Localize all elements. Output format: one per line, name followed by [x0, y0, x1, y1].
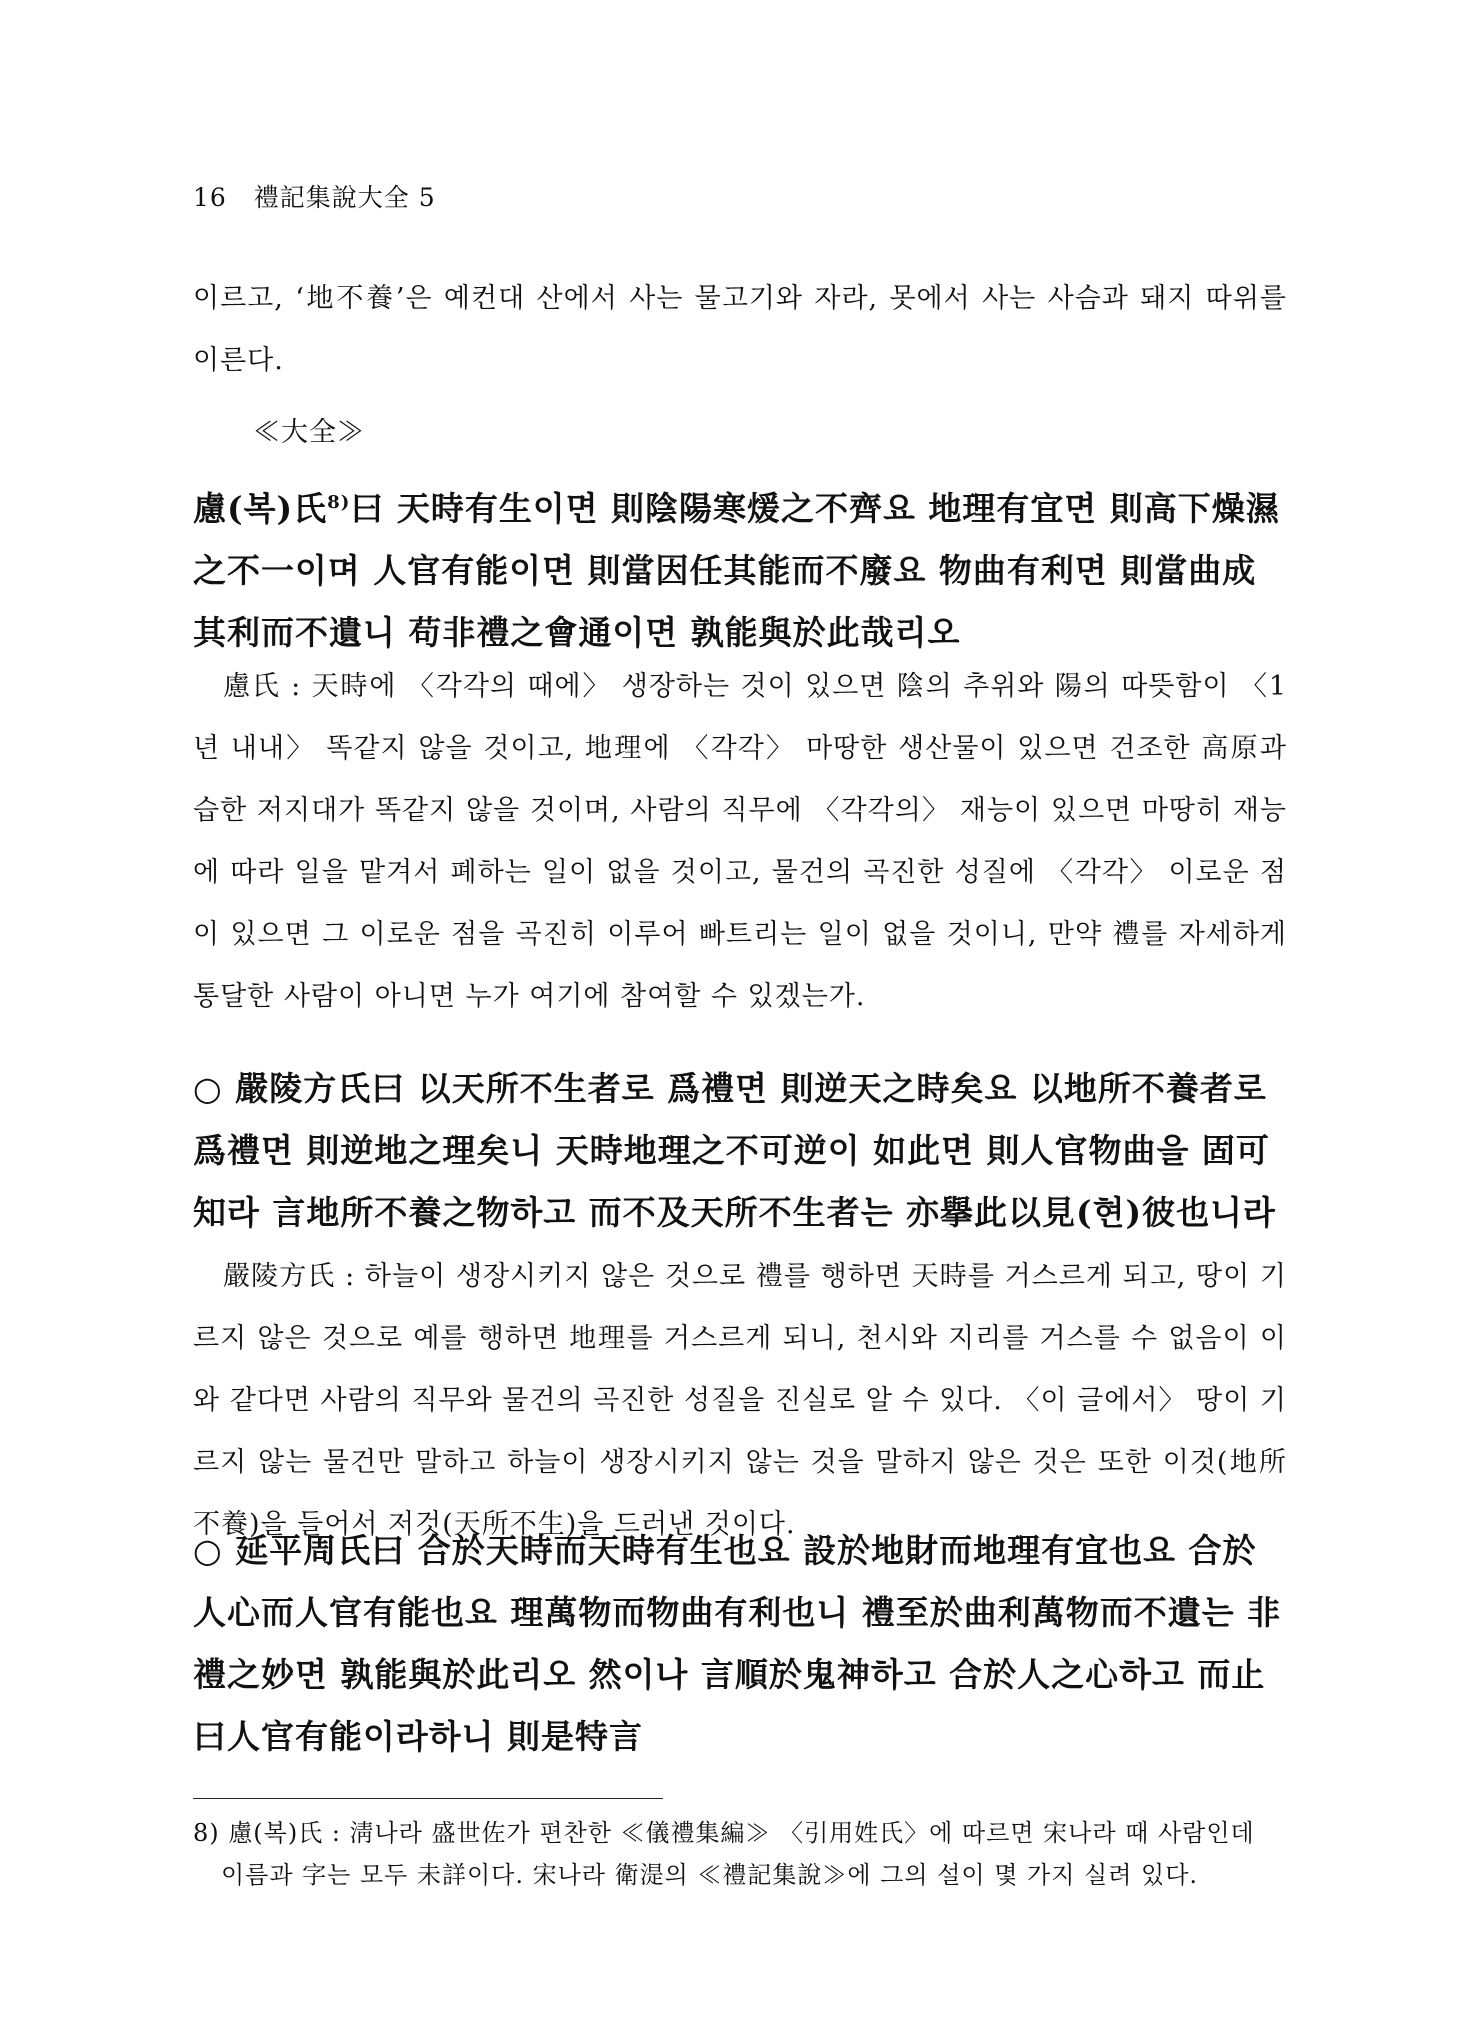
- original-text-block-1: [193, 472, 1287, 664]
- book-title: 禮記集說大全 5: [253, 183, 436, 212]
- running-header: [193, 178, 436, 214]
- original-text-1: 曰 天時有生이면 則陰陽寒煖之不齊요 地理有宜면 則高下燥濕之不一이며 人官有能이면 則當因任其能而不廢요 物曲有利면 則當曲成其利而不遺니 苟非禮之會通이면 孰能與於此哉리오: [193, 489, 1280, 652]
- original-text-block-3: ○ 延平周氏曰 合於天時而天時有生也요 設於地財而地理有宜也요 合於人心而人官有能也요 理萬物而物曲有利也니 禮至於曲利萬物而不遺는 非禮之妙면 孰能與於此리오 然이나 言順於鬼神하고 合於人之心하고 而止曰人官有能이라하니 則是特言: [193, 1531, 1282, 1756]
- footnote-line-2: 이름과 字는 모두 未詳이다. 宋나라 衛湜의 ≪禮記集說≫에 그의 설이 몇 가지 실려 있다.: [221, 1861, 1199, 1889]
- speaker-name: 慮(복)氏: [193, 489, 328, 528]
- section-heading-daejeon: ≪大全≫: [253, 417, 365, 448]
- footnote-label: 8): [193, 1819, 220, 1847]
- footnote-line-1: 慮(복)氏 : 淸나라 盛世佐가 편찬한 ≪儀禮集編≫ 〈引用姓氏〉에 따르면 宋나라 때 사람인데: [228, 1819, 1255, 1847]
- footnote-reference[interactable]: 8): [327, 492, 351, 513]
- translation-paragraph-1: 慮氏 : 天時에 〈각각의 때에〉 생장하는 것이 있으면 陰의 추위와 陽의 따뜻함이 〈1년 내내〉 똑같지 않을 것이고, 地理에 〈각각〉 마땅한 생산물이 있으면 건조한 高原과 습한 저지대가 똑같지 않을 것이며, 사람의 직무에 〈각각의〉 재능이 있으면 마땅히 재능에 따라 일을 맡겨서 폐하는 일이 없을 것이고, 물건의 곡진한 성질에 〈각각〉 이로운 점이 있으면 그 이로운 점을 곡진히 이루어 빠트리는 일이 없을 것이니, 만약 禮를 자세하게 통달한 사람이 아니면 누가 여기에 참여할 수 있겠는가.: [193, 671, 1287, 1012]
- translation-paragraph-continued: 이르고, ‘地不養’은 예컨대 산에서 사는 물고기와 자라, 못에서 사는 사슴과 돼지 따위를 이른다.: [193, 283, 1287, 376]
- original-text-block-2: ○ 嚴陵方氏曰 以天所不生者로 爲禮면 則逆天之時矣요 以地所不養者로 爲禮면 則逆地之理矣니 天時地理之不可逆이 如此면 則人官物曲을 固可知라 言地所不養之物하고 而不及天所不生者는 亦擧此以見(현)彼也니라: [193, 1069, 1276, 1232]
- footnote: [193, 1812, 1287, 1896]
- translation-paragraph-2: 嚴陵方氏 : 하늘이 생장시키지 않은 것으로 禮를 행하면 天時를 거스르게 되고, 땅이 기르지 않은 것으로 예를 행하면 地理를 거스르게 되니, 천시와 지리를 거스를 수 없음이 이와 같다면 사람의 직무와 물건의 곡진한 성질을 진실로 알 수 있다. 〈이 글에서〉 땅이 기르지 않는 물건만 말하고 하늘이 생장시키지 않는 것을 말하지 않은 것은 또한 이것(地所不養)을 들어서 저것(天所不生)을 드러낸 것이다.: [193, 1261, 1287, 1540]
- footnote-divider: [193, 1798, 663, 1799]
- page-number: 16: [193, 183, 227, 212]
